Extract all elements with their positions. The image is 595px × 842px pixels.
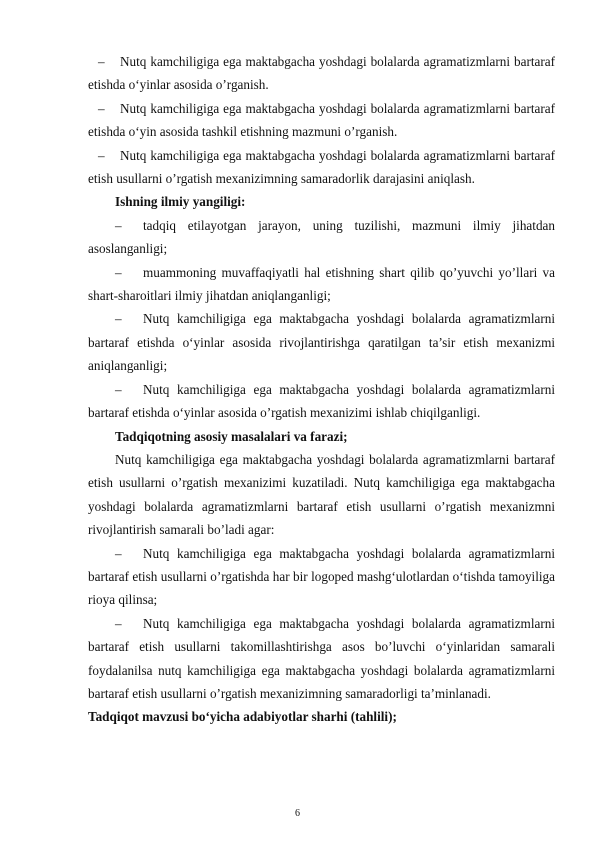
hypothesis-item: – Nutq kamchiligiga ega maktabgacha yoshdagi bolalarda agramatizmlarni bartaraf etish usullarni takomillashtirishga asos bo’luvchi o‘yinlaridan samarali foydalanilsa nutq kamchiligiga ega maktabgacha yoshdagi bolalarda agramatizmlarni bartaraf etish usullarni o’rgatish mexanizimning samaradorligi ta’minlanadi. — [88, 612, 555, 706]
dash-bullet: – — [115, 311, 122, 327]
dash-bullet: – — [115, 545, 122, 561]
dash-bullet: – — [98, 147, 105, 163]
page-body — [88, 50, 555, 729]
novelty-item: – tadqiq etilayotgan jarayon, uning tuzilishi, mazmuni ilmiy jihatdan asoslanganligi; — [88, 214, 555, 261]
hypothesis-heading: Tadqiqotning asosiy masalalari va farazi; — [115, 428, 348, 444]
literature-heading: Tadqiqot mavzusi bo‘yicha adabiyotlar sharhi (tahlili); — [88, 709, 397, 725]
novelty-item: – Nutq kamchiligiga ega maktabgacha yoshdagi bolalarda agramatizmlarni bartaraf etishda o‘yinlar asosida o’rgatish mexanizimi ishlab chiqilganligi. — [88, 378, 555, 425]
novelty-heading: Ishning ilmiy yangiligi: — [115, 194, 246, 210]
dash-bullet: – — [115, 615, 122, 631]
hypothesis-paragraph: Nutq kamchiligiga ega maktabgacha yoshdagi bolalarda agramatizmlarni bartaraf etish usullarni o’rgatish mexanizimi kuzatiladi. Nutq kamchiligiga ega maktabgacha yoshdagi bolalarda agramatizmlarni bartaraf etish usullarni o’rgatish mexanizmni rivojlantirish samarali bo’ladi agar: — [88, 451, 555, 538]
novelty-item: – muammoning muvaffaqiyatli hal etishning shart qilib qo’yuvchi yo’llari va shart-sharoitlari ilmiy jihatdan aniqlanganligi; — [88, 261, 555, 308]
dash-bullet: – — [98, 100, 105, 116]
dash-bullet: – — [115, 217, 122, 233]
hypothesis-item: – Nutq kamchiligiga ega maktabgacha yoshdagi bolalarda agramatizmlarni bartaraf etish usullarni o’rgatishda har bir logoped mashg‘ulotlardan o‘tishda tamoyiliga rioya qilinsa; — [88, 542, 555, 612]
dash-bullet: – — [115, 381, 122, 397]
novelty-item: – Nutq kamchiligiga ega maktabgacha yoshdagi bolalarda agramatizmlarni bartaraf etishda o‘yinlar asosida rivojlantirishga qaratilgan ta’sir etish mexanizmi aniqlanganligi; — [88, 307, 555, 377]
dash-bullet: – — [115, 264, 122, 280]
objective-item: – Nutq kamchiligiga ega maktabgacha yoshdagi bolalarda agramatizmlarni bartaraf etishda o‘yin asosida tashkil etishning mazmuni o’rganish. — [88, 97, 555, 144]
objective-item: – Nutq kamchiligiga ega maktabgacha yoshdagi bolalarda agramatizmlarni bartaraf etish usullarni o’rgatish mexanizimning samaradorlik darajasini aniqlash. — [88, 144, 555, 191]
objective-item: – Nutq kamchiligiga ega maktabgacha yoshdagi bolalarda agramatizmlarni bartaraf etishda o‘yinlar asosida o’rganish. — [88, 50, 555, 97]
page-number: 6 — [295, 808, 300, 819]
dash-bullet: – — [98, 54, 105, 69]
